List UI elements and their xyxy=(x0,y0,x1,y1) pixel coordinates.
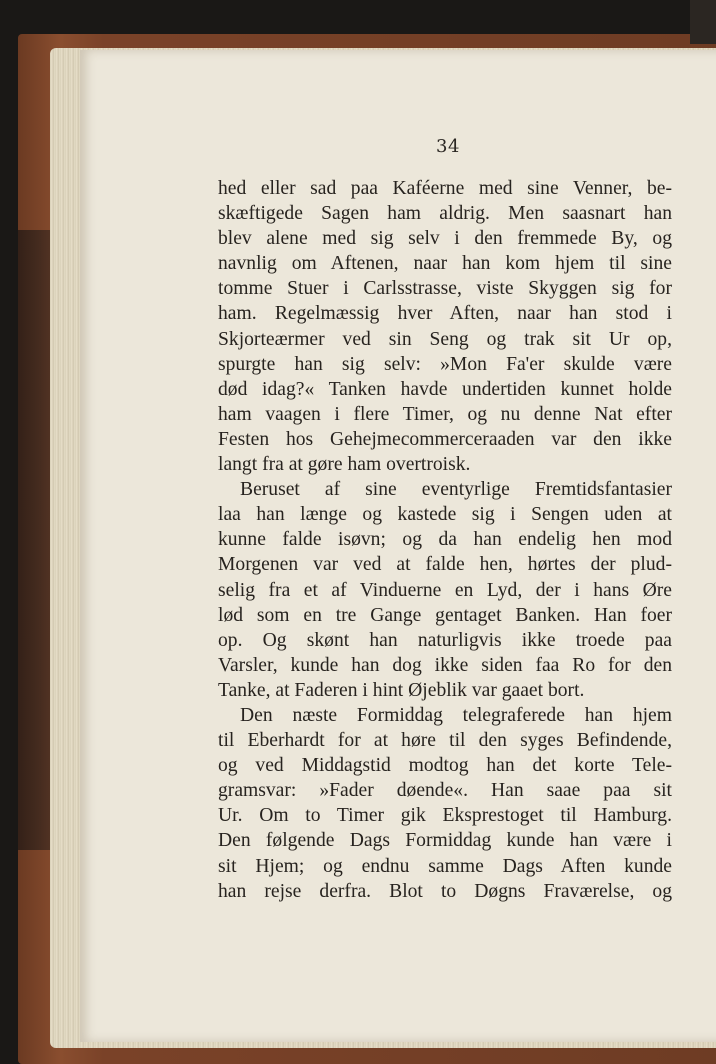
text-line: Varsler, kunde han dog ikke siden faa Ro for den xyxy=(218,654,672,676)
body-text xyxy=(218,176,672,904)
text-line: skæftigede Sagen ham aldrig. Men saasnart han xyxy=(218,203,672,225)
text-line: Skjorteærmer ved sin Seng og trak sit Ur op, xyxy=(218,328,672,350)
text-line: blev alene med sig selv i den fremmede By, og xyxy=(218,228,672,250)
text-line: selig fra et af Vinduerne en Lyd, der i hans Øre xyxy=(218,579,672,601)
text-line: Den næste Formiddag telegraferede han hjem xyxy=(240,704,672,726)
text-line: ham. Regelmæssig hver Aften, naar han stod i xyxy=(218,303,672,325)
text-line: lød som en tre Gange gentaget Banken. Han foer xyxy=(218,604,672,626)
text-line: til Eberhardt for at høre til den syges Befindende, xyxy=(218,730,672,752)
text-line: han rejse derfra. Blot to Døgns Fraværelse, og xyxy=(218,880,672,902)
text-line: spurgte han sig selv: »Mon Fa'er skulde være xyxy=(218,353,672,375)
text-line: ham vaagen i flere Timer, og nu denne Nat efter xyxy=(218,403,672,425)
text-line: navnlig om Aftenen, naar han kom hjem til sine xyxy=(218,253,672,275)
book-cover-shadow xyxy=(18,230,52,850)
text-line: gramsvar: »Fader døende«. Han saae paa sit xyxy=(218,780,672,802)
text-line: Tanke, at Faderen i hint Øjeblik var gaaet bort. xyxy=(218,679,585,701)
text-line: død idag?« Tanken havde undertiden kunnet holde xyxy=(218,378,672,400)
text-line: laa han længe og kastede sig i Sengen uden at xyxy=(218,504,672,526)
text-line: Festen hos Gehejmecommerceraaden var den ikke xyxy=(218,428,672,450)
text-line: langt fra at gøre ham overtroisk. xyxy=(218,454,471,476)
text-line: Beruset af sine eventyrlige Fremtidsfantasier xyxy=(240,479,672,501)
text-line: hed eller sad paa Kaféerne med sine Venner, be- xyxy=(218,178,672,199)
text-line: og ved Middagstid modtog han det korte Tele- xyxy=(218,755,672,777)
page-number: 34 xyxy=(436,136,460,157)
text-line: Ur. Om to Timer gik Eksprestoget til Hamburg. xyxy=(218,805,672,827)
text-line: Den følgende Dags Formiddag kunde han være i xyxy=(218,830,672,852)
corner-mark xyxy=(690,0,716,44)
text-line: op. Og skønt han naturligvis ikke troede paa xyxy=(218,629,672,651)
text-line: sit Hjem; og endnu samme Dags Aften kunde xyxy=(218,855,672,877)
text-line: tomme Stuer i Carlsstrasse, viste Skyggen sig for xyxy=(218,278,672,300)
text-line: Morgenen var ved at falde hen, hørtes der plud- xyxy=(218,554,672,576)
text-line: kunne falde isøvn; og da han endelig hen mod xyxy=(218,529,672,551)
